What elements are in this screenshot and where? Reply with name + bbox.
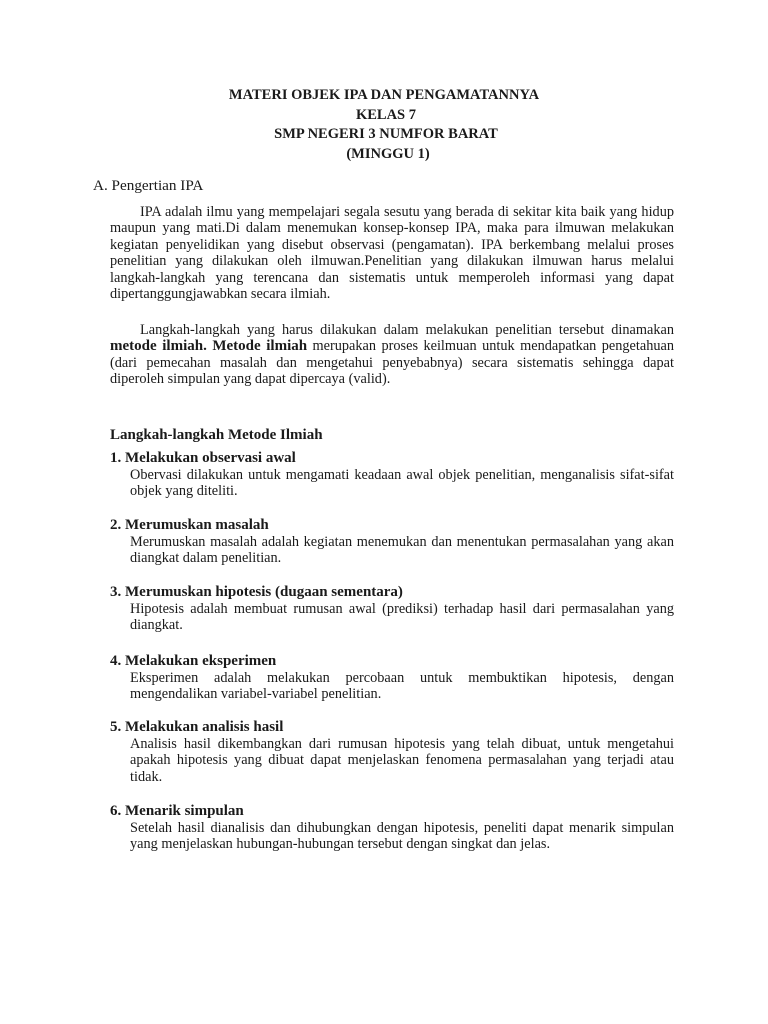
class-label: KELAS 7 — [355, 106, 417, 123]
step-body: Hipotesis adalah membuat rumusan awal (prediksi) terhadap hasil dari permasalahan yang diangkat. — [130, 601, 674, 634]
step-body: Obervasi dilakukan untuk mengamati keadaan awal objek penelitian, menganalisis sifat-sifat objek yang diteliti. — [130, 467, 674, 500]
paragraph-text: merupakan proses keilmuan untuk mendapatkan pengetahuan (dari pemecahan masalah dan mengetahui penyebabnya) secara sistematis sehingga dapat diperoleh simpulan yang dapat dipercaya (valid). — [110, 338, 674, 388]
step-title: 5. Melakukan analisis hasil — [110, 719, 284, 735]
step-title: 1. Melakukan observasi awal — [110, 450, 296, 466]
step-title: 6. Menarik simpulan — [110, 803, 244, 819]
school-name: SMP NEGERI 3 NUMFOR BARAT — [274, 126, 498, 142]
week-label: (MINGGU 1) — [346, 145, 430, 162]
bold-term: Metode ilmiah — [212, 338, 308, 355]
document-title: MATERI OBJEK IPA DAN PENGAMATANNYA — [228, 87, 540, 103]
step-title: 2. Merumuskan masalah — [110, 517, 269, 533]
section-heading: A. Pengertian IPA — [93, 177, 204, 194]
step-body: Eksperimen adalah melakukan percobaan untuk membuktikan hipotesis, dengan mengendalikan variabel-variabel penelitian. — [130, 670, 674, 703]
step-item — [110, 653, 674, 703]
step-item — [110, 803, 674, 853]
step-item — [110, 719, 674, 785]
step-item — [110, 450, 674, 500]
step-body: Merumuskan masalah adalah kegiatan menemukan dan menentukan permasalahan yang akan diangkat dalam penelitian. — [130, 534, 674, 567]
step-body: Analisis hasil dikembangkan dari rumusan hipotesis yang telah dibuat, untuk mengetahui apakah hipotesis yang dibuat dapat menjelaskan fenomena permasalahan yang terjadi atau tidak. — [130, 736, 674, 785]
paragraph-definition — [110, 204, 674, 302]
step-item — [110, 517, 674, 567]
document-header — [0, 86, 768, 164]
steps-heading: Langkah-langkah Metode Ilmiah — [110, 427, 323, 443]
step-item — [110, 584, 674, 634]
paragraph-text: IPA adalah ilmu yang mempelajari segala sesutu yang berada di sekitar kita baik yang hidup maupun yang mati.Di dalam menemukan konsep-konsep IPA, maka para ilmuwan melakukan kegiatan penyelidikan yang disebut observasi (pengamatan). IPA berkembang melalui proses penelitian yang dilakukan oleh ilmuwan.Penelitian yang dilakukan ilmuwan harus melalui langkah-langkah yang terencana dan sistematis untuk memperoleh informasi yang dapat dipertanggungjawabkan secara ilmiah. — [110, 204, 674, 303]
bold-term: metode ilmiah. — [110, 338, 207, 355]
step-body: Setelah hasil dianalisis dan dihubungkan dengan hipotesis, peneliti dapat menarik simpulan yang menjelaskan hubungan-hubungan tersebut dengan singkat dan jelas. — [130, 820, 674, 853]
paragraph-text: Langkah-langkah yang harus dilakukan dalam melakukan penelitian tersebut dinamakan — [140, 322, 674, 338]
step-title: 4. Melakukan eksperimen — [110, 653, 277, 669]
step-title: 3. Merumuskan hipotesis (dugaan sementara) — [110, 584, 403, 600]
paragraph-method — [110, 322, 674, 388]
